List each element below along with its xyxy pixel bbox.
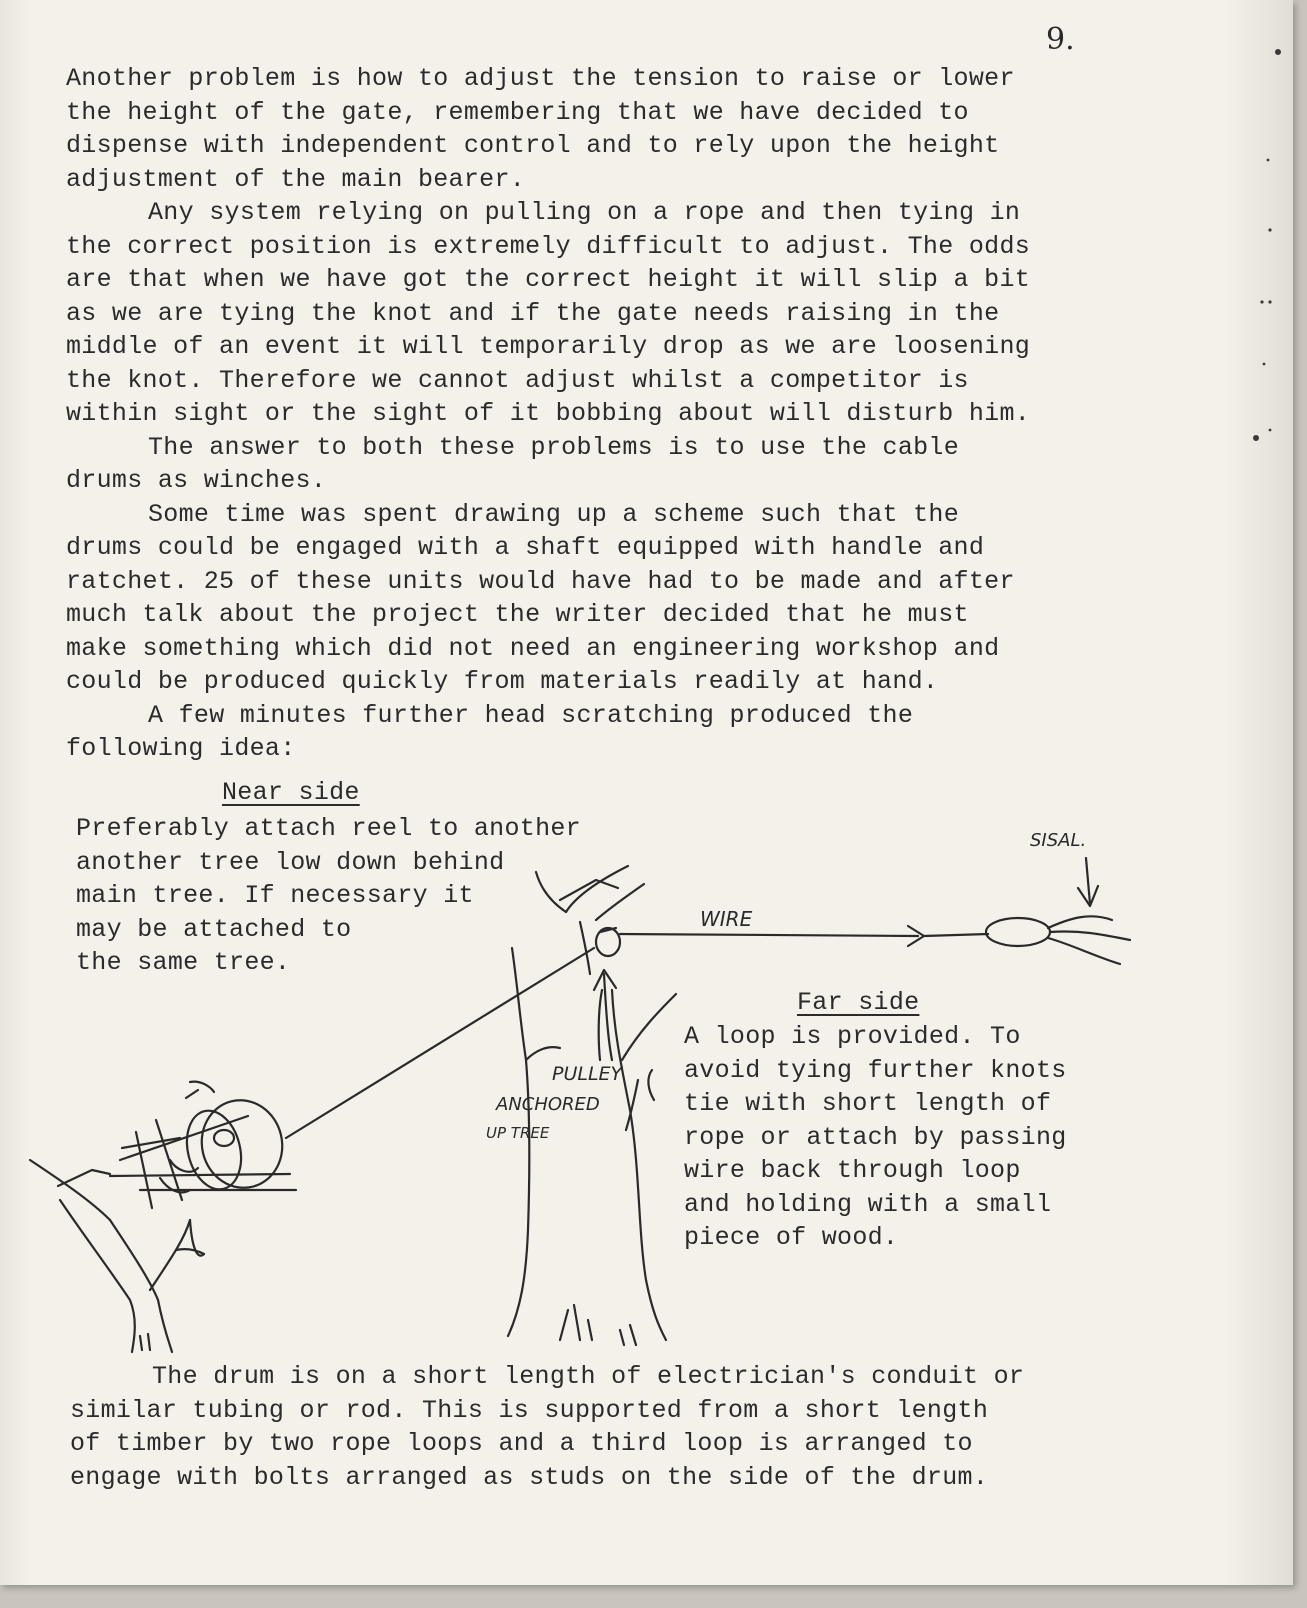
sisal-handwritten-label: SISAL. (1030, 830, 1087, 851)
page-number: 9. (1046, 22, 1075, 57)
paragraph-idea: A few minutes further head scratching produced the following idea: (66, 700, 914, 763)
closing-text (70, 1360, 1130, 1494)
pulley-arrow (594, 970, 676, 1060)
up-tree-handwritten-label: UP TREE (486, 1124, 550, 1142)
paragraph-tension-problem: Another problem is how to adjust the tension to raise or lower the height of the gate, remembering that we have decided to dispense with independent control and to rely upon the height adjustment of the main bearer. (66, 64, 1015, 194)
paragraph-drum-description: The drum is on a short length of electrician's conduit or similar tubing or rod. This is supported from a short length of timber by two rope loops and a third loop is arranged to engage with bolts arranged as studs on the side of the drum. (70, 1362, 1025, 1492)
near-side-heading: Near side (222, 778, 360, 807)
binding-hole-marks (1248, 40, 1288, 460)
paragraph-rope-system: Any system relying on pulling on a rope and then tying in the correct position is extremely difficult to adjust. The odds are that when we have got the correct height it will slip a bit as we are tying the knot and if the gate needs raising in the middle of an event it will temporarily drop as we are loosening the knot. Therefore we cannot adjust whilst a competitor is within sight or the sight of it bobbing about will disturb him. (66, 198, 1031, 428)
far-side-note: A loop is provided. To avoid tying further knots tie with short length of rope or attach by passing wire back through loop and holding with a small piece of wood. (684, 1022, 1067, 1252)
near-side-note: Preferably attach reel to another another tree low down behind main tree. If necessary it may be attached to the same tree. (76, 814, 581, 977)
paragraph-answer: The answer to both these problems is to use the cable drums as winches. (66, 432, 960, 495)
anchored-handwritten-label: ANCHORED (496, 1094, 600, 1115)
paragraph-scheme: Some time was spent drawing up a scheme such that the drums could be engaged with a shaft equipped with handle and ratchet. 25 of these units would have had to be made and after much talk about the project the writer decided that he must make something which did not need an engineering workshop and could be produced quickly from materials readily at hand. (66, 499, 1015, 696)
wire-handwritten-label: WIRE (700, 907, 753, 931)
wire-line (620, 916, 1130, 964)
cable-drum-drawing (179, 1082, 291, 1197)
pulley-handwritten-label: PULLEY (552, 1063, 623, 1085)
pulley-drawing (596, 928, 620, 956)
sisal-arrow (1078, 858, 1098, 906)
pulley-label-bracket (626, 1070, 654, 1130)
far-side-heading: Far side (797, 988, 920, 1017)
